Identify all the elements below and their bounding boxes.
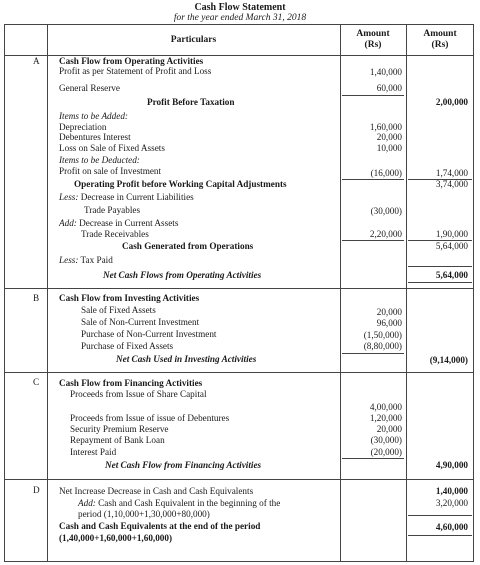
- general-reserve-label: General Reserve: [59, 83, 120, 93]
- section-label-b: B: [33, 293, 40, 303]
- trade-payables-amount: (30,000): [370, 206, 402, 216]
- cash-generated-amount: 5,64,000: [435, 241, 468, 251]
- sale-fixed-amount: 20,000: [376, 307, 402, 317]
- pbt-amount: 2,00,000: [435, 97, 468, 107]
- investing-heading: Cash Flow from Investing Activities: [59, 293, 200, 303]
- sale-noncurrent-label: Sale of Non-Current Investment: [81, 317, 200, 327]
- opening-balance-label: Add: Cash and Cash Equivalent in the beginning of the: [78, 498, 281, 508]
- rule: [342, 240, 404, 241]
- trade-receivables-label: Trade Receivables: [81, 229, 149, 239]
- operating-heading: Cash Flow from Operating Activities: [59, 56, 204, 66]
- purchase-noncurrent-amount: (1,50,000): [363, 330, 402, 340]
- items-deducted-label: Items to be Deducted:: [59, 155, 140, 165]
- header-amount-1: Amount (Rs): [356, 29, 390, 50]
- less-liabilities-label: Less: Decrease in Current Liabilities: [59, 192, 194, 202]
- closing-balance-amount: 4,60,000: [435, 522, 468, 532]
- rule: [342, 179, 404, 180]
- op-profit-label: Operating Profit before Working Capital Adjustments: [74, 179, 287, 189]
- closing-balance-detail: (1,40,000+1,60,000+1,60,000): [59, 533, 173, 543]
- purchase-noncurrent-label: Purchase of Non-Current Investment: [81, 329, 217, 339]
- items-added-label: Items to be Added:: [59, 111, 128, 121]
- rule: [408, 266, 472, 267]
- rule: [342, 95, 404, 96]
- premium-label: Security Premium Reserve: [70, 424, 169, 434]
- purchase-fixed-label: Purchase of Fixed Assets: [81, 341, 174, 351]
- section-divider: [47, 24, 48, 562]
- section-label-c: C: [33, 377, 40, 387]
- section-label-a: A: [33, 56, 40, 66]
- net-adjustment-amount: 1,74,000: [435, 168, 468, 178]
- op-profit-amount: 3,74,000: [435, 179, 468, 189]
- debenture-interest-amount: 20,000: [376, 132, 402, 142]
- working-capital-amount: 1,90,000: [435, 229, 468, 239]
- tax-paid-label: Less: Tax Paid: [59, 255, 113, 265]
- net-investing-label: Net Cash Used in Investing Activities: [116, 354, 257, 364]
- sale-noncurrent-amount: 96,000: [376, 318, 402, 328]
- interest-label: Interest Paid: [70, 447, 117, 457]
- section-rule-c: [4, 479, 474, 480]
- amount-col-divider: [340, 24, 341, 562]
- debentures-amount: 1,20,000: [369, 413, 402, 423]
- net-operating-label: Net Cash Flows from Operating Activities: [103, 270, 262, 280]
- rule: [342, 353, 404, 354]
- loan-amount: (30,000): [370, 435, 402, 445]
- header-particulars: Particulars: [170, 35, 217, 45]
- loan-label: Repayment of Bank Loan: [70, 435, 165, 445]
- rule: [342, 458, 404, 459]
- sale-fixed-label: Sale of Fixed Assets: [81, 305, 156, 315]
- net-financing-amount: 4,90,000: [435, 460, 468, 470]
- depreciation-label: Depreciation: [59, 122, 107, 132]
- rule: [408, 282, 472, 283]
- closing-balance-label: Cash and Cash Equivalents at the end of the period: [59, 521, 261, 531]
- loss-sale-label: Loss on Sale of Fixed Assets: [59, 143, 165, 153]
- loss-sale-amount: 10,000: [376, 143, 402, 153]
- total-col-divider: [406, 24, 407, 562]
- debentures-label: Proceeds from Issue of issue of Debentures: [70, 413, 230, 423]
- net-increase-label: Net Increase Decrease in Cash and Cash Equivalents: [59, 486, 254, 496]
- general-reserve-amount: 60,000: [376, 83, 402, 93]
- profit-pl-label: Profit as per Statement of Profit and Loss: [59, 66, 212, 76]
- trade-payables-label: Trade Payables: [84, 205, 141, 215]
- trade-receivables-amount: 2,20,000: [369, 229, 402, 239]
- statement-subtitle: for the year ended March 31, 2018: [173, 13, 307, 23]
- net-financing-label: Net Cash Flow from Financing Activities: [105, 460, 262, 470]
- header-amount-2: Amount (Rs): [423, 29, 457, 50]
- rule: [408, 515, 472, 516]
- profit-pl-amount: 1,40,000: [369, 67, 402, 77]
- net-investing-amount: (9,14,000): [429, 355, 468, 365]
- debenture-interest-label: Debentures Interest: [59, 132, 131, 142]
- share-capital-label: Proceeds from Issue of Share Capital: [70, 389, 207, 399]
- depreciation-amount: 1,60,000: [369, 122, 402, 132]
- pbt-label: Profit Before Taxation: [147, 97, 235, 107]
- section-label-d: D: [33, 485, 40, 495]
- section-rule-a: [4, 288, 474, 289]
- share-capital-amount: 4,00,000: [369, 402, 402, 412]
- premium-amount: 20,000: [376, 424, 402, 434]
- cash-generated-label: Cash Generated from Operations: [122, 241, 254, 251]
- financing-heading: Cash Flow from Financing Activities: [59, 378, 203, 388]
- purchase-fixed-amount: (8,80,000): [363, 341, 402, 351]
- rule: [408, 535, 472, 536]
- net-operating-amount: 5,64,000: [435, 270, 468, 280]
- profit-investment-label: Profit on sale of Investment: [59, 166, 162, 176]
- section-rule-b: [4, 372, 474, 373]
- profit-investment-amount: (16,000): [370, 168, 402, 178]
- net-increase-amount: 1,40,000: [435, 486, 468, 496]
- statement-title: Cash Flow Statement: [194, 2, 286, 13]
- opening-balance-detail: period (1,10,000+1,30,000+80,000): [78, 509, 210, 519]
- add-assets-label: Add: Decrease in Current Assets: [59, 218, 179, 228]
- opening-balance-amount: 3,20,000: [435, 498, 468, 508]
- interest-amount: (20,000): [370, 447, 402, 457]
